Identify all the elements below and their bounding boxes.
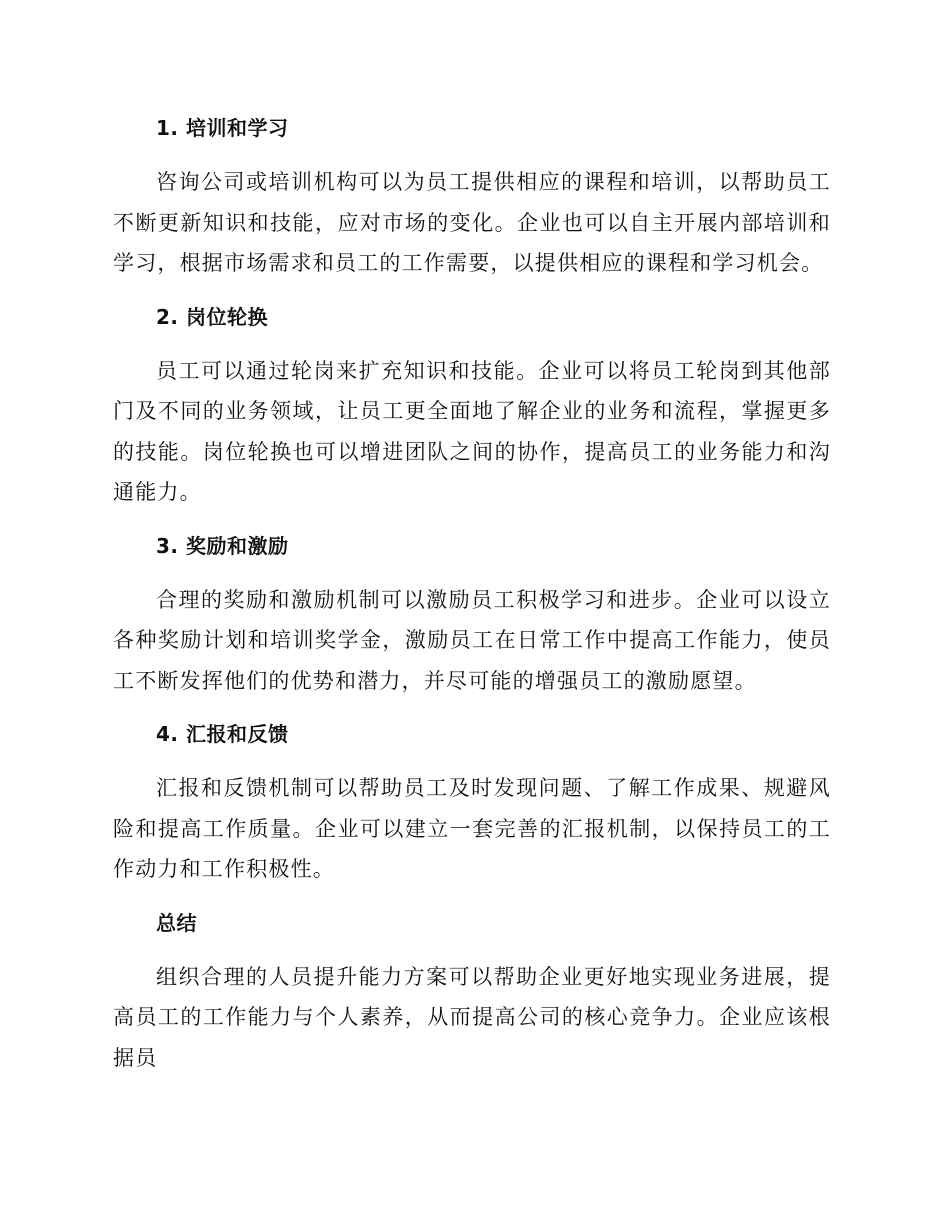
section-heading-rotation: 2. 岗位轮换	[156, 304, 268, 329]
section-body-summary: 组织合理的人员提升能力方案可以帮助企业更好地实现业务进展，提高员工的工作能力与个人素养，从而提高公司的核心竞争力。企业应该根据员	[113, 964, 831, 1070]
section-heading-rewards: 3. 奖励和激励	[156, 533, 289, 558]
section-heading-feedback: 4. 汇报和反馈	[156, 722, 289, 746]
section-body-rewards: 合理的奖励和激励机制可以激励员工积极学习和进步。企业可以设立各种奖励计划和培训奖学金，激励员工在日常工作中提高工作能力，使员工不断发挥他们的优势和潜力，并尽可能的增强员工的激励愿望。	[113, 587, 831, 693]
section-body-feedback: 汇报和反馈机制可以帮助员工及时发现问题、了解工作成果、规避风险和提高工作质量。企业可以建立一套完善的汇报机制，以保持员工的工作动力和工作积极性。	[113, 776, 831, 881]
section-body-rotation: 员工可以通过轮岗来扩充知识和技能。企业可以将员工轮岗到其他部门及不同的业务领域，让员工更全面地了解企业的业务和流程，掌握更多的技能。岗位轮换也可以增进团队之间的协作，提高员工的业务能力和沟通能力。	[113, 358, 831, 504]
section-heading-training: 1. 培训和学习	[156, 116, 289, 140]
section-heading-summary: 总结	[156, 910, 197, 935]
document-page	[113, 108, 831, 1091]
section-body-training: 咨询公司或培训机构可以为员工提供相应的课程和培训，以帮助员工不断更新知识和技能，应对市场的变化。企业也可以自主开展内部培训和学习，根据市场需求和员工的工作需要，以提供相应的课程和学习机会。	[113, 170, 831, 275]
